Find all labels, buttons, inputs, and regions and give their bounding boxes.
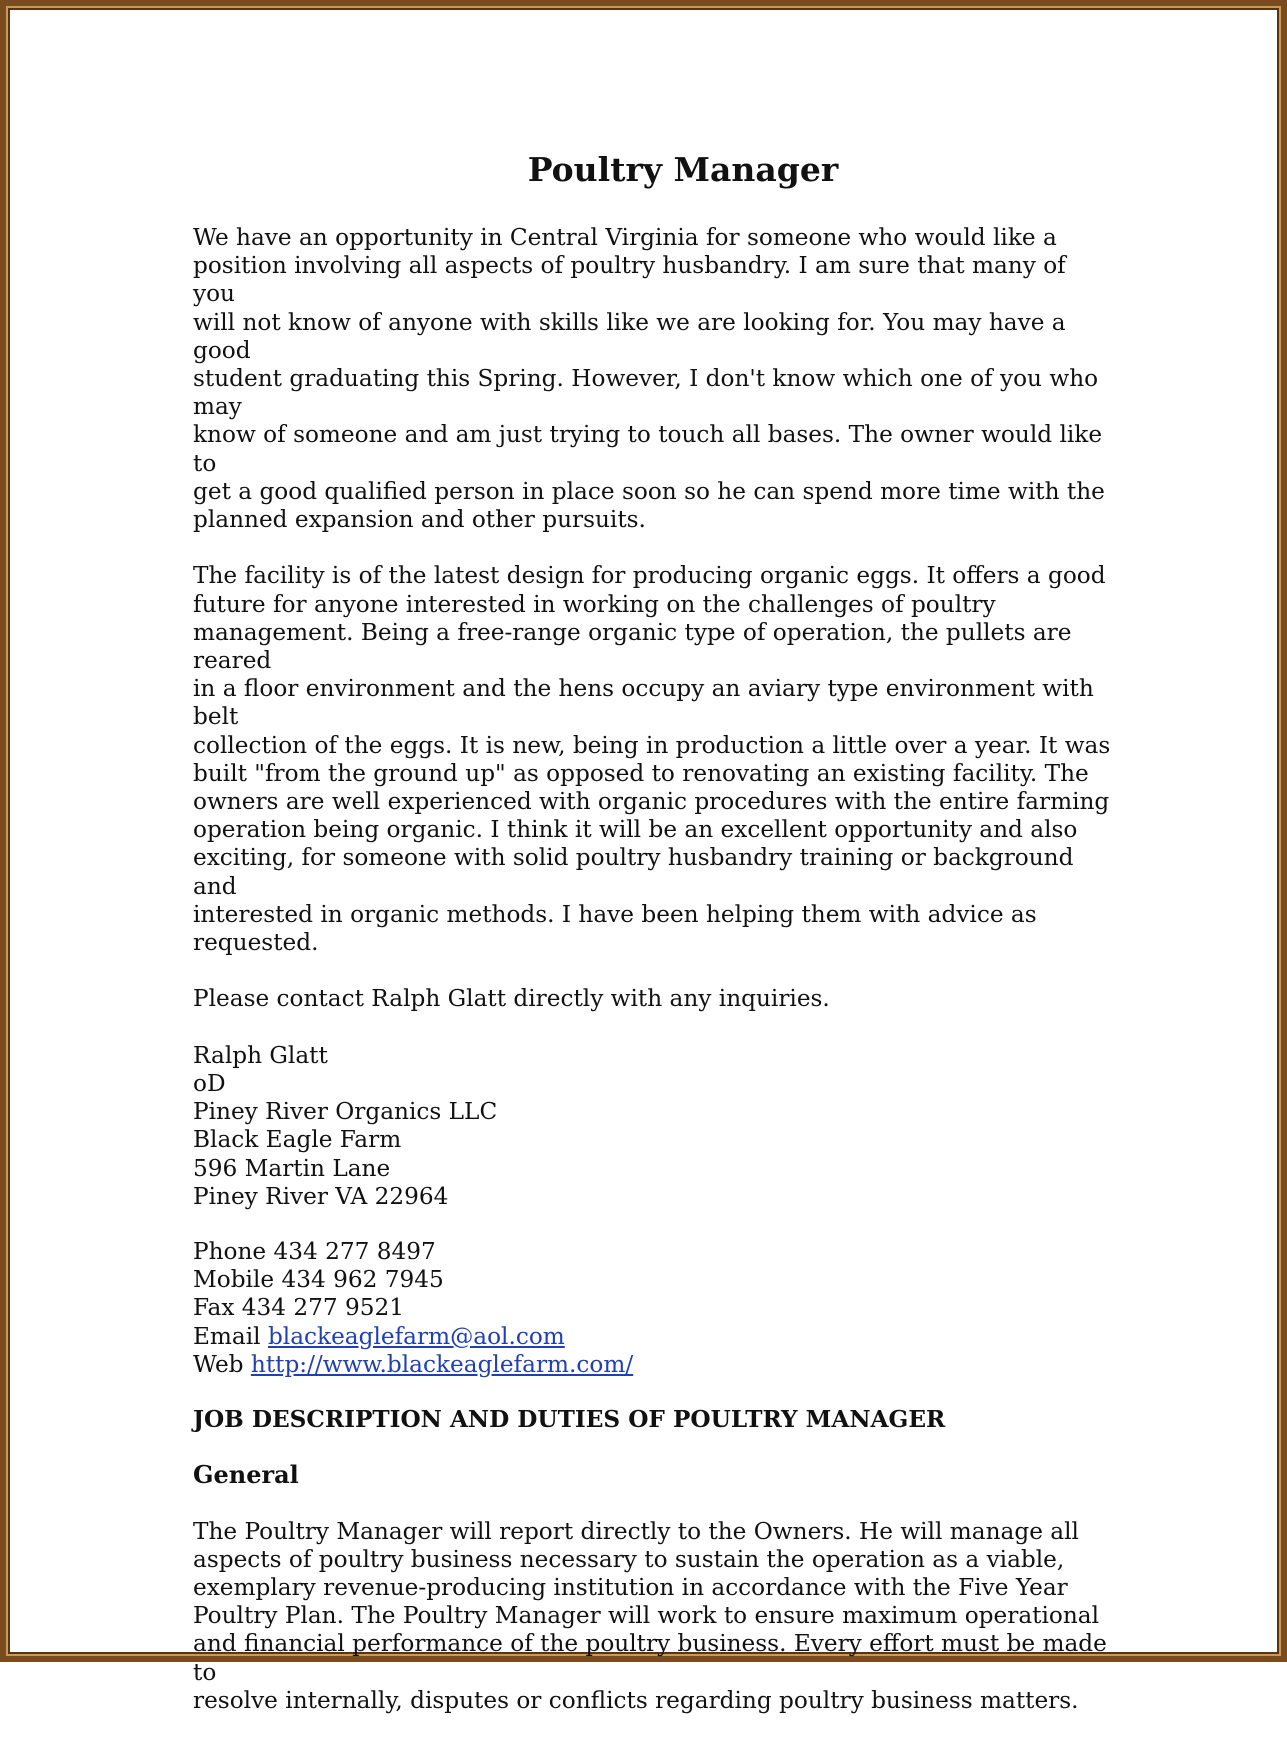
contact-request-paragraph: Please contact Ralph Glatt directly with any inquiries. [193,985,830,1013]
general-paragraph: The Poultry Manager will report directly to the Owners. He will manage all aspects of poultry business necessary to sustain the operation as a viable, exemplary revenue-producing institution in accordance with the Five Year Poultry Plan. The Poultry Manager will work to ensure maximum operational and financial performance of the poultry business. Every effort must be made to resolve internally, disputes or conflicts regarding poultry business matters. [193,1517,1107,1714]
contact-city: Piney River VA 22964 [193,1182,449,1210]
web-link[interactable]: http://www.blackeaglefarm.com/ [250,1350,634,1378]
document-page [193,150,1113,1743]
contact-farm: Black Eagle Farm [193,1126,402,1154]
contact-numbers-block [193,1238,1113,1379]
intro-paragraph: We have an opportunity in Central Virginia for someone who would like a position involving all aspects of poultry husbandry. I am sure that many of you will not know of anyone with skills like we are looking for. You may have a good student graduating this Spring. However, I don't know which one of you who may know of someone and am just trying to touch all bases. The owner would like to get a good qualified person in place soon so he can spend more time with the planned expansion and other pursuits. [193,224,1105,534]
contact-phone: Phone 434 277 8497 [193,1238,436,1266]
contact-web-line [193,1351,1113,1379]
email-link[interactable]: blackeaglefarm@aol.com [267,1322,565,1350]
contact-name: Ralph Glatt [193,1041,328,1069]
contact-address-block [193,1042,1113,1211]
contact-fax: Fax 434 277 9521 [193,1294,405,1322]
contact-mobile: Mobile 434 962 7945 [193,1266,444,1294]
contact-email-line [193,1323,1113,1351]
contact-street: 596 Martin Lane [193,1154,391,1182]
job-description-heading: JOB DESCRIPTION AND DUTIES OF POULTRY MANAGER [193,1406,946,1434]
facility-paragraph: The facility is of the latest design for producing organic eggs. It offers a good future for anyone interested in working on the challenges of poultry management. Being a free-range organic type of operation, the pullets are reared in a floor environment and the hens occupy an aviary type environment with belt collection of the eggs. It is new, being in production a little over a year. It was built "from the ground up" as opposed to renovating an existing facility. The owners are well experienced with organic procedures with the entire farming operation being organic. I think it will be an excellent opportunity and also exciting, for someone with solid poultry husbandry training or background and interested in organic methods. I have been helping them with advice as requested. [193,562,1111,957]
page-title: Poultry Manager [527,150,839,189]
contact-title: oD [193,1070,226,1098]
web-label: Web [193,1350,244,1378]
general-heading: General [193,1460,299,1490]
contact-company: Piney River Organics LLC [193,1098,498,1126]
email-label: Email [193,1322,261,1350]
